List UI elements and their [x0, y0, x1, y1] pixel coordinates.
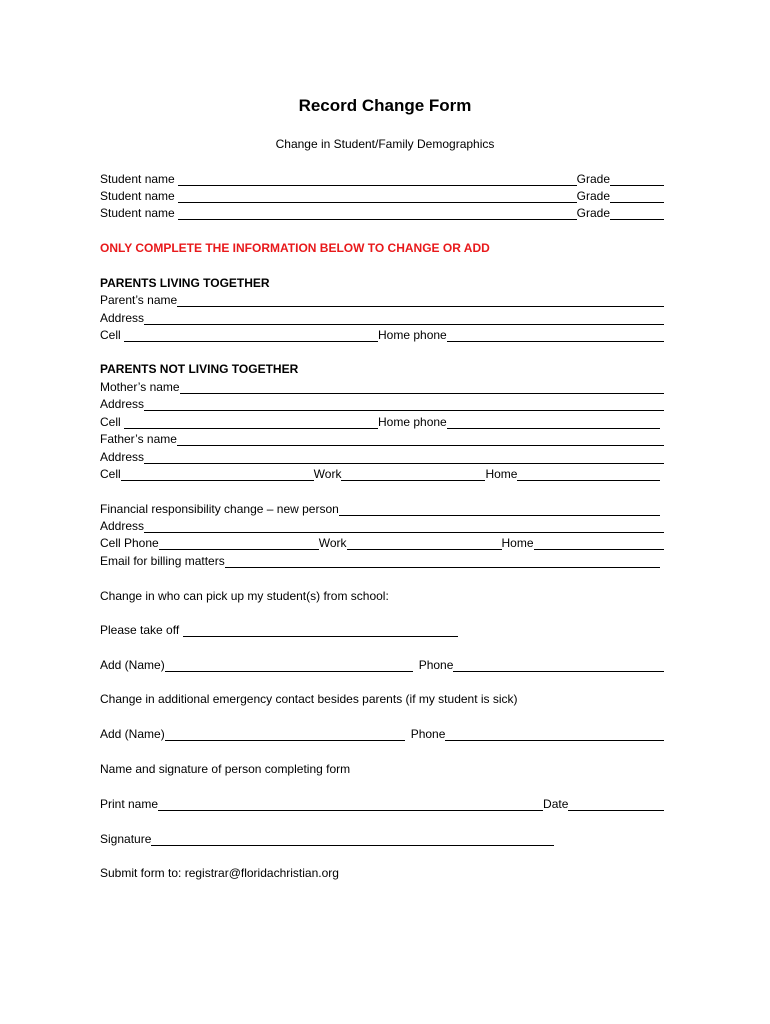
mother-name-label: Mother’s name — [100, 380, 180, 394]
pickup-heading: Change in who can pick up my student(s) from school: — [100, 589, 389, 603]
father-work-label: Work — [313, 467, 342, 481]
father-name-row — [100, 431, 664, 448]
pickup-add-name-label: Add (Name) — [100, 658, 165, 672]
mother-cell-field[interactable] — [124, 415, 378, 429]
student-name-field[interactable] — [178, 206, 577, 220]
emergency-add-name-label: Add (Name) — [100, 727, 165, 741]
parents-together-heading: PARENTS LIVING TOGETHER — [100, 276, 270, 290]
father-address-label: Address — [100, 450, 145, 464]
financial-cell-label: Cell Phone — [100, 536, 159, 550]
father-cell-label: Cell — [100, 467, 121, 481]
financial-cell-field[interactable] — [159, 536, 319, 550]
parent-name-label: Parent’s name — [100, 293, 178, 307]
mother-home-phone-field[interactable] — [447, 415, 660, 429]
billing-email-row — [100, 553, 664, 570]
student-row — [100, 171, 664, 188]
address-row — [100, 310, 664, 327]
signature-label: Signature — [100, 832, 152, 846]
emergency-add-name-field[interactable] — [165, 727, 405, 741]
student-name-field[interactable] — [178, 189, 577, 203]
student-name-label: Student name — [100, 189, 179, 203]
emergency-phone-label: Phone — [410, 727, 446, 741]
emergency-phone-field[interactable] — [445, 727, 664, 741]
grade-field[interactable] — [610, 172, 664, 186]
home-phone-label: Home phone — [378, 328, 447, 342]
financial-address-row — [100, 518, 664, 535]
mother-name-row — [100, 379, 664, 396]
pickup-add-name-field[interactable] — [165, 658, 413, 672]
mother-address-label: Address — [100, 397, 145, 411]
father-phones-row — [100, 466, 664, 483]
parent-name-field[interactable] — [177, 293, 664, 307]
financial-person-row — [100, 501, 664, 518]
submit-instruction: Submit form to: registrar@floridachristian.org — [100, 866, 339, 880]
page-title: Record Change Form — [298, 96, 472, 115]
grade-label: Grade — [576, 172, 610, 186]
billing-email-label: Email for billing matters — [100, 554, 225, 568]
grade-field[interactable] — [610, 206, 664, 220]
emergency-heading: Change in additional emergency contact besides parents (if my student is sick) — [100, 692, 518, 706]
signature-field[interactable] — [151, 832, 554, 846]
father-cell-field[interactable] — [121, 467, 314, 481]
parent-name-row — [100, 292, 664, 309]
pickup-phone-field[interactable] — [453, 658, 664, 672]
parents-apart-heading: PARENTS NOT LIVING TOGETHER — [100, 362, 299, 376]
financial-change-label: Financial responsibility change – new person — [100, 502, 339, 516]
financial-person-field[interactable] — [339, 502, 660, 516]
financial-phones-row — [100, 535, 664, 552]
financial-work-label: Work — [318, 536, 347, 550]
mother-cell-home-row — [100, 414, 664, 431]
take-off-row — [100, 622, 664, 639]
student-name-label: Student name — [100, 206, 179, 220]
signature-heading: Name and signature of person completing form — [100, 762, 351, 776]
father-name-label: Father’s name — [100, 432, 177, 446]
father-home-field[interactable] — [517, 467, 660, 481]
grade-label: Grade — [576, 206, 610, 220]
print-name-row — [100, 796, 664, 813]
billing-email-field[interactable] — [225, 554, 660, 568]
cell-label: Cell — [100, 328, 125, 342]
mother-address-row — [100, 396, 664, 413]
pickup-add-row — [100, 657, 664, 674]
print-name-field[interactable] — [158, 797, 543, 811]
father-address-row — [100, 449, 664, 466]
address-field[interactable] — [144, 311, 664, 325]
date-field[interactable] — [568, 797, 664, 811]
date-label: Date — [543, 797, 569, 811]
mother-cell-label: Cell — [100, 415, 125, 429]
financial-work-field[interactable] — [347, 536, 502, 550]
grade-label: Grade — [576, 189, 610, 203]
emergency-add-row — [100, 726, 664, 743]
mother-home-phone-label: Home phone — [378, 415, 447, 429]
financial-home-label: Home — [501, 536, 534, 550]
financial-address-field[interactable] — [144, 519, 664, 533]
home-phone-field[interactable] — [447, 328, 664, 342]
print-name-label: Print name — [100, 797, 159, 811]
mother-address-field[interactable] — [144, 397, 664, 411]
student-row — [100, 188, 664, 205]
financial-home-field[interactable] — [534, 536, 664, 550]
address-label: Address — [100, 311, 145, 325]
student-row — [100, 205, 664, 222]
student-name-label: Student name — [100, 172, 179, 186]
father-address-field[interactable] — [144, 450, 664, 464]
father-work-field[interactable] — [341, 467, 485, 481]
take-off-field[interactable] — [183, 623, 458, 637]
financial-address-label: Address — [100, 519, 145, 533]
page-subtitle: Change in Student/Family Demographics — [275, 137, 495, 151]
signature-row — [100, 831, 664, 848]
mother-name-field[interactable] — [180, 380, 664, 394]
father-name-field[interactable] — [177, 432, 664, 446]
father-home-label: Home — [485, 467, 518, 481]
pickup-phone-label: Phone — [418, 658, 454, 672]
student-name-field[interactable] — [178, 172, 577, 186]
grade-field[interactable] — [610, 189, 664, 203]
instruction-notice: ONLY COMPLETE THE INFORMATION BELOW TO CHANGE OR ADD — [100, 241, 490, 255]
take-off-label: Please take off — [100, 623, 183, 637]
cell-home-row — [100, 327, 664, 344]
cell-field[interactable] — [124, 328, 378, 342]
